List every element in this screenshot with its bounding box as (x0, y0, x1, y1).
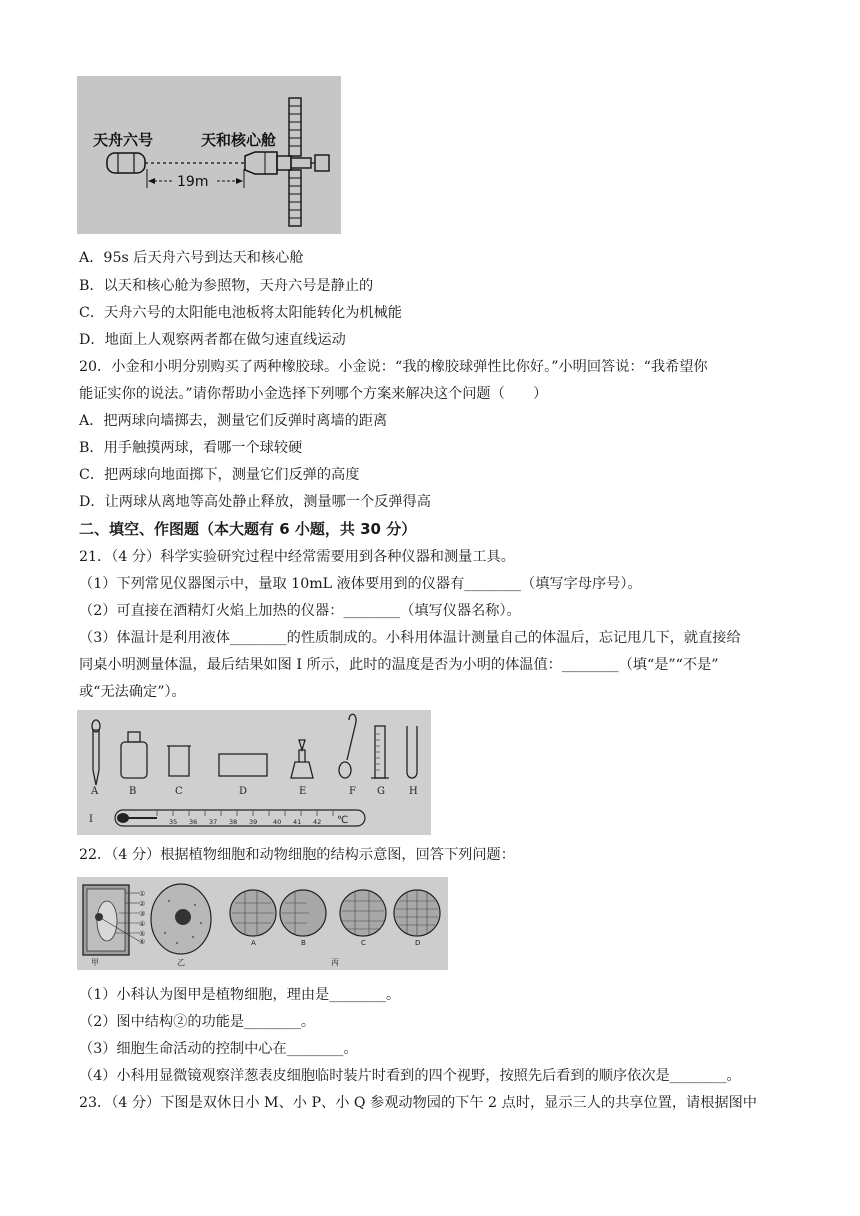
q20-option-a: A．把两球向墙掷去，测量它们反弹时离墙的距离 (79, 413, 388, 429)
instrument-letter-c: C (175, 786, 183, 797)
q21-part2: （2）可直接在酒精灯火焰上加热的仪器：________（填写仪器名称）。 (79, 603, 521, 619)
thermo-scale-38: 38 (229, 818, 238, 826)
instrument-letter-h: H (409, 786, 418, 797)
q21-part1: （1）下列常见仪器图示中，量取 10mL 液体要用到的仪器有________（填写字母序号）。 (79, 576, 642, 592)
thermo-scale-41: 41 (293, 818, 302, 826)
tianhe-label: 天和核心舱 (201, 131, 277, 149)
section-heading: 二、填空、作图题（本大题有 6 小题，共 30 分） (79, 520, 417, 538)
instrument-letter-b: B (129, 786, 137, 797)
instrument-letter-f: F (349, 786, 356, 797)
distance-label: 19m (177, 174, 209, 190)
q20-option-b: B．用手触摸两球，看哪一个球较硬 (79, 440, 303, 456)
q19-option-b: B．以天和核心舱为参照物，天舟六号是静止的 (79, 278, 374, 294)
cell-label-jia: 甲 (91, 958, 99, 967)
q20-option-d: D．让两球从离地等高处静止释放，测量哪一个反弹得高 (79, 494, 431, 510)
q20-stem-line2: 能证实你的说法。”请你帮助小金选择下列哪个方案来解决这个问题（ ） (79, 386, 548, 402)
q22-part2: （2）图中结构②的功能是________。 (79, 1014, 316, 1030)
cell-marker-1: ① (139, 890, 146, 898)
cell-marker-6: ⑥ (139, 938, 146, 946)
thermometer-label: I (89, 814, 93, 825)
instrument-letter-d: D (239, 786, 248, 797)
q21-stem: 21．（4 分）科学实验研究过程中经常需要用到各种仪器和测量工具。 (79, 549, 515, 565)
thermo-scale-39: 39 (249, 818, 258, 826)
cells-figure (77, 877, 448, 970)
tianzhou-label: 天舟六号 (93, 131, 154, 149)
q21-part3-line1: （3）体温计是利用液体________的性质制成的。小科用体温计测量自己的体温后，忘记甩几下，就直接给 (79, 630, 741, 646)
q20-option-c: C．把两球向地面掷下，测量它们反弹的高度 (79, 467, 360, 483)
instruments-figure (77, 710, 431, 835)
q22-stem: 22．（4 分）根据植物细胞和动物细胞的结构示意图，回答下列问题： (79, 847, 515, 863)
thermo-scale-40: 40 (273, 818, 282, 826)
q22-part4: （4）小科用显微镜观察洋葱表皮细胞临时装片时看到的四个视野，按照先后看到的顺序依次是________。 (79, 1068, 741, 1084)
thermo-unit: ℃ (337, 815, 349, 826)
q19-option-d: D．地面上人观察两者都在做匀速直线运动 (79, 332, 346, 348)
thermo-scale-36: 36 (189, 818, 198, 826)
cell-marker-2: ② (139, 900, 146, 908)
q19-option-c: C．天舟六号的太阳能电池板将太阳能转化为机械能 (79, 305, 402, 321)
cell-label-yi: 乙 (177, 958, 185, 967)
view-label-d: D (415, 939, 421, 947)
q23-stem: 23．（4 分）下图是双休日小 M、小 P、小 Q 参观动物园的下午 2 点时，显示三人的共享位置，请根据图中 (79, 1095, 757, 1111)
docking-figure (77, 76, 341, 234)
cell-marker-5: ⑤ (139, 930, 146, 938)
instrument-letter-a: A (91, 786, 99, 797)
q21-part3-line3: 或“无法确定”）。 (79, 684, 186, 700)
instrument-letter-e: E (299, 786, 307, 797)
q19-option-a: A．95s 后天舟六号到达天和核心舱 (79, 250, 304, 266)
view-label-a: A (251, 939, 256, 947)
q22-part1: （1）小科认为图甲是植物细胞，理由是________。 (79, 987, 401, 1003)
cell-marker-4: ④ (139, 920, 146, 928)
cell-marker-3: ③ (139, 910, 146, 918)
q21-part3-line2: 同桌小明测量体温，最后结果如图 I 所示，此时的温度是否为小明的体温值：________（填“是”“不是” (79, 657, 719, 673)
view-label-c: C (361, 939, 366, 947)
thermo-scale-42: 42 (313, 818, 322, 826)
thermo-scale-37: 37 (209, 818, 218, 826)
thermo-scale-35: 35 (169, 818, 178, 826)
instrument-letter-g: G (377, 786, 385, 797)
q22-part3: （3）细胞生命活动的控制中心在________。 (79, 1041, 358, 1057)
view-label-b: B (301, 939, 306, 947)
q20-stem-line1: 20．小金和小明分别购买了两种橡胶球。小金说：“我的橡胶球弹性比你好。”小明回答说：“我希望你 (79, 359, 708, 375)
cell-label-bing: 丙 (331, 958, 339, 967)
